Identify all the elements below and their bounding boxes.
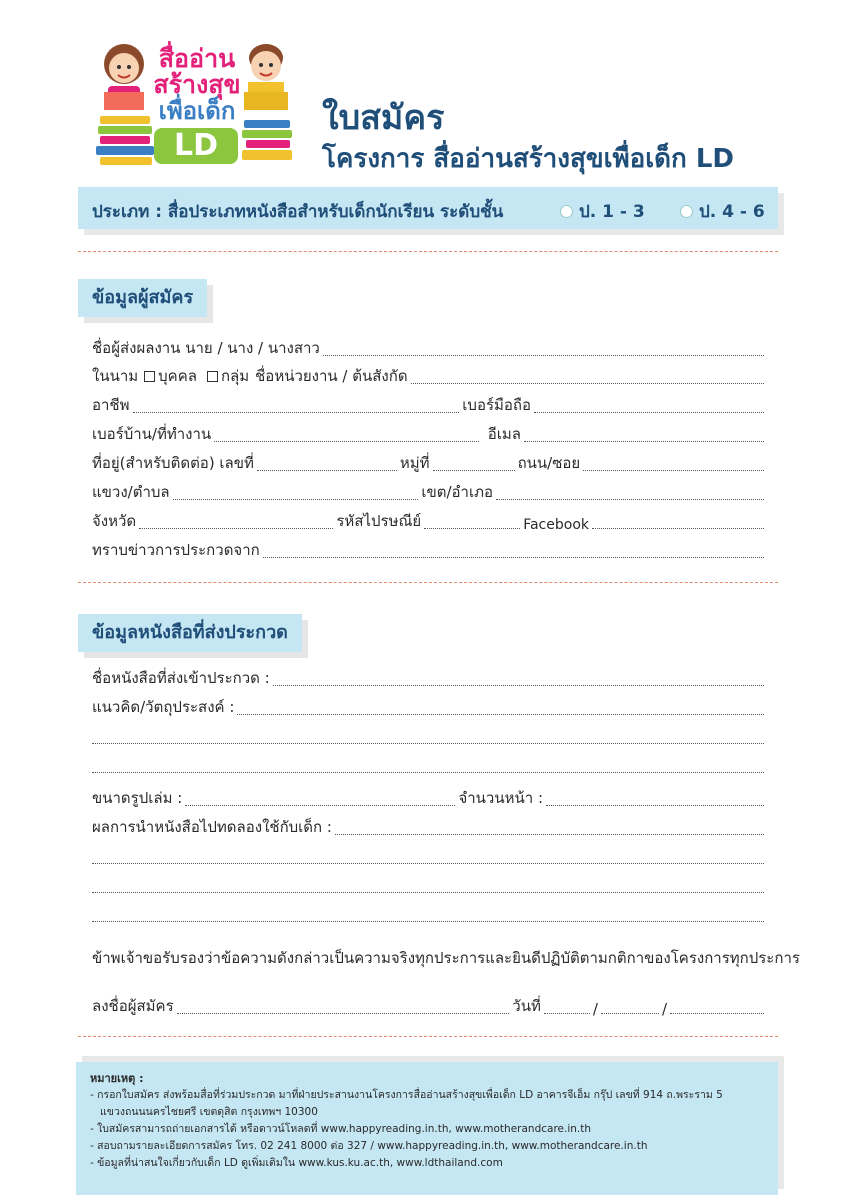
certification-statement: ข้าพเจ้าขอรับรองว่าข้อความดังกล่าวเป็นความจริงทุกประการและยินดีปฏิบัติตามกติกาของโครงการทุกประการ: [92, 949, 800, 967]
signature-label: ลงชื่อผู้สมัคร: [92, 997, 174, 1015]
signature-row: [92, 994, 764, 1018]
date-year-field[interactable]: [670, 1008, 764, 1014]
result-continuation-row: [92, 873, 764, 897]
on-behalf-group: [92, 364, 411, 388]
road-field[interactable]: [583, 465, 764, 471]
page-title: ใบสมัคร: [322, 98, 445, 138]
date-month-field[interactable]: [601, 1008, 659, 1014]
province-row: [92, 509, 764, 533]
result-field-line-4[interactable]: [92, 916, 764, 922]
mobile-field[interactable]: [534, 407, 764, 413]
book-title-label: ชื่อหนังสือที่ส่งเข้าประกวด :: [92, 669, 270, 687]
date-separator: /: [592, 1000, 598, 1018]
email-label: อีเมล: [487, 425, 521, 443]
subdistrict-field[interactable]: [173, 494, 419, 500]
group-option-label: กลุ่ม: [220, 367, 250, 385]
on-behalf-row: [92, 364, 764, 388]
on-behalf-label: ในนาม: [92, 367, 139, 385]
result-field-line-2[interactable]: [92, 858, 764, 864]
concept-continuation-row: [92, 753, 764, 777]
page-subtitle: โครงการ สื่ออ่านสร้างสุขเพื่อเด็ก LD: [322, 144, 734, 174]
road-label: ถนน/ซอย: [517, 454, 581, 472]
district-label: เขต/อำเภอ: [421, 483, 493, 501]
source-label: ทราบข่าวการประกวดจาก: [92, 541, 260, 559]
mobile-label: เบอร์มือถือ: [462, 396, 531, 414]
moo-field[interactable]: [433, 465, 515, 471]
result-row: [92, 815, 764, 839]
name-row: [92, 336, 764, 360]
divider: [78, 1036, 778, 1037]
logo-line-3: เพื่อเด็ก: [158, 97, 236, 125]
size-field[interactable]: [185, 800, 455, 806]
concept-field[interactable]: [237, 709, 764, 715]
radio-icon[interactable]: [680, 205, 693, 218]
date-separator: /: [661, 1000, 667, 1018]
concept-field-line-2[interactable]: [92, 738, 764, 744]
date-day-field[interactable]: [544, 1008, 590, 1014]
logo-ld-badge: LD: [154, 128, 238, 164]
logo-line-1: สื่ออ่าน: [158, 44, 236, 73]
postcode-field[interactable]: [424, 523, 520, 529]
logo-wordmark: [142, 46, 252, 124]
name-label: ชื่อผู้ส่งผลงาน นาย / นาง / นางสาว: [92, 339, 320, 357]
logo-line-2: สร้างสุข: [153, 70, 241, 99]
pages-label: จำนวนหน้า :: [458, 789, 543, 807]
house-number-field[interactable]: [257, 465, 397, 471]
org-field[interactable]: [411, 378, 764, 384]
subdistrict-label: แขวง/ตำบล: [92, 483, 170, 501]
grade-option-label: ป. 4 - 6: [699, 202, 765, 222]
result-continuation-row: [92, 902, 764, 926]
concept-field-line-3[interactable]: [92, 767, 764, 773]
province-label: จังหวัด: [92, 512, 137, 530]
divider: [78, 251, 778, 252]
facebook-field[interactable]: [592, 523, 764, 529]
province-field[interactable]: [139, 523, 333, 529]
book-section-header: ข้อมูลหนังสือที่ส่งประกวด: [78, 614, 302, 652]
concept-label: แนวคิด/วัตถุประสงค์ :: [92, 698, 235, 716]
note-more-info: - ข้อมูลที่น่าสนใจเกี่ยวกับเด็ก LD ดูเพิ่มเติมใน www.kus.ku.ac.th, www.ldthailand.com: [90, 1157, 503, 1169]
note-submission-address: แขวงถนนนครไชยศรี เขตดุสิต กรุงเทพฯ 10300: [100, 1106, 318, 1118]
signature-field[interactable]: [177, 1008, 510, 1014]
phone-row: [92, 422, 764, 446]
facebook-label: Facebook: [523, 517, 589, 533]
group-checkbox[interactable]: [207, 371, 218, 382]
result-field[interactable]: [335, 829, 764, 835]
grade-option-4-6[interactable]: [680, 198, 765, 225]
category-label: ประเภท : สื่อประเภทหนังสือสำหรับเด็กนักเรียน ระดับชั้น: [92, 202, 504, 222]
source-field[interactable]: [263, 552, 764, 558]
radio-icon[interactable]: [560, 205, 573, 218]
moo-label: หมู่ที่: [399, 454, 430, 472]
project-logo: [94, 36, 294, 168]
occupation-label: อาชีพ: [92, 396, 130, 414]
phone-field[interactable]: [214, 436, 479, 442]
divider: [78, 582, 778, 583]
notes-title: หมายเหตุ :: [90, 1072, 144, 1085]
occupation-field[interactable]: [133, 407, 460, 413]
source-row: [92, 538, 764, 562]
address-label: ที่อยู่(สำหรับติดต่อ) เลขที่: [92, 454, 254, 472]
note-contact: - สอบถามรายละเอียดการสมัคร โทร. 02 241 8000 ต่อ 327 / www.happyreading.in.th, www.motherandcare.in.th: [90, 1140, 648, 1152]
applicant-section-header: ข้อมูลผู้สมัคร: [78, 279, 207, 317]
person-option-label: บุคคล: [158, 367, 197, 385]
org-label: ชื่อหน่วยงาน / ต้นสังกัด: [255, 367, 408, 385]
grade-option-1-3[interactable]: [560, 198, 645, 225]
size-pages-row: [92, 786, 764, 810]
concept-row: [92, 695, 764, 719]
postcode-label: รหัสไปรษณีย์: [336, 512, 422, 530]
pages-field[interactable]: [546, 800, 764, 806]
category-bar: [78, 187, 778, 229]
date-label: วันที่: [512, 997, 541, 1015]
note-download: - ใบสมัครสามารถถ่ายเอกสารได้ หรือดาวน์โหลดที่ www.happyreading.in.th, www.motherandcare.in.th: [90, 1123, 592, 1135]
name-field[interactable]: [323, 350, 764, 356]
email-field[interactable]: [524, 436, 764, 442]
result-label: ผลการนำหนังสือไปทดลองใช้กับเด็ก :: [92, 818, 332, 836]
occupation-row: [92, 393, 764, 417]
notes-box: [76, 1062, 778, 1195]
address-row: [92, 451, 764, 475]
district-field[interactable]: [496, 494, 764, 500]
person-checkbox[interactable]: [144, 371, 155, 382]
result-field-line-3[interactable]: [92, 887, 764, 893]
subdistrict-row: [92, 480, 764, 504]
concept-continuation-row: [92, 724, 764, 748]
result-continuation-row: [92, 844, 764, 868]
book-title-field[interactable]: [273, 680, 764, 686]
phone-label: เบอร์บ้าน/ที่ทำงาน: [92, 425, 212, 443]
note-submission: - กรอกใบสมัคร ส่งพร้อมสื่อที่ร่วมประกวด มาที่ฝ่ายประสานงานโครงการสื่ออ่านสร้างสุขเพื่อเด็ก LD อาคารจีเอ็ม กรุ๊ป เลขที่ 914 ถ.พระราม 5: [90, 1089, 723, 1101]
size-label: ขนาดรูปเล่ม :: [92, 789, 183, 807]
grade-option-label: ป. 1 - 3: [579, 202, 645, 222]
book-title-row: [92, 666, 764, 690]
